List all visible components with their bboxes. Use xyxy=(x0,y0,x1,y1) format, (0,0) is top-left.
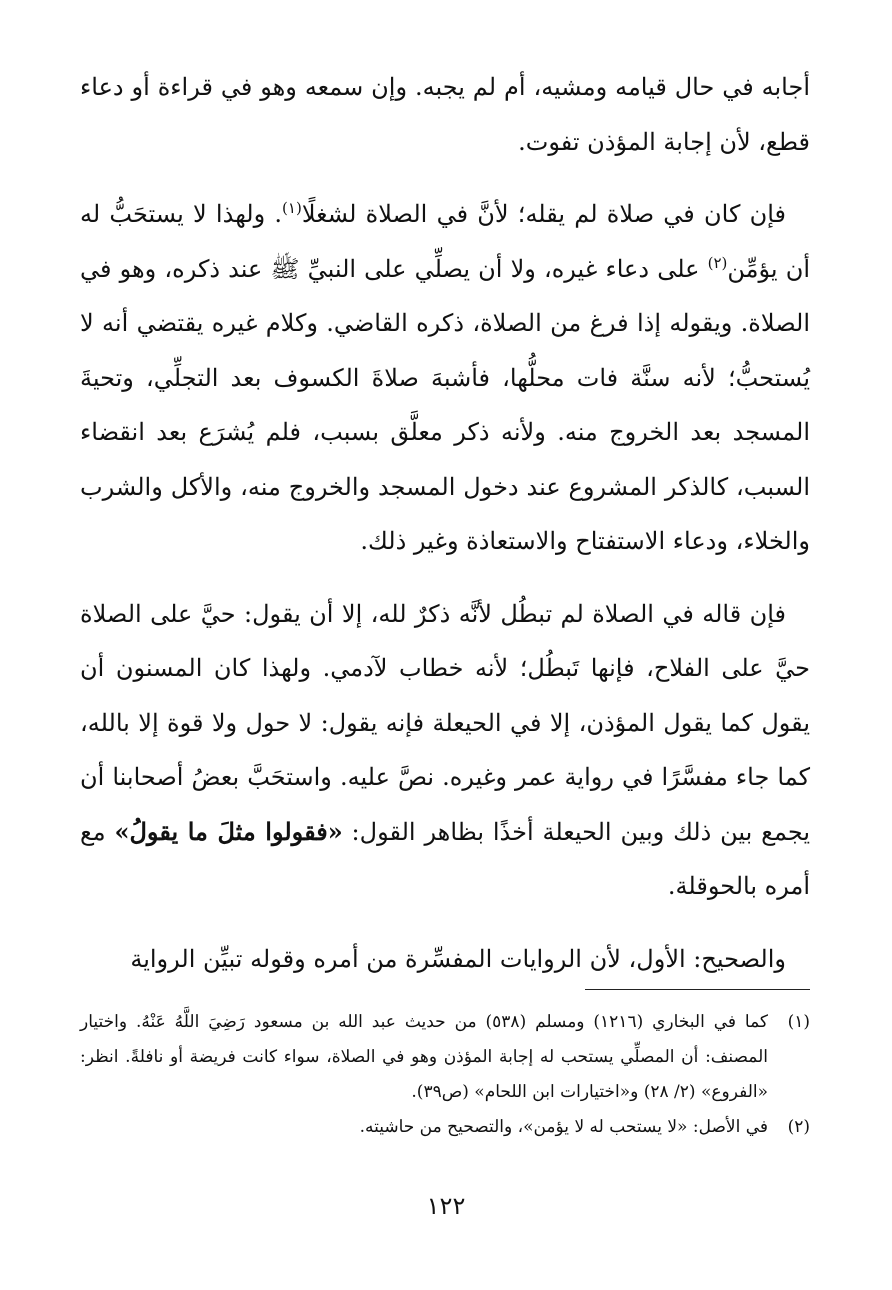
hadith-quote: «فقولوا مثلَ ما يقولُ» xyxy=(114,816,343,846)
main-text xyxy=(80,60,810,986)
paragraph-1-text: أجابه في حال قيامه ومشيه، أم لم يجبه. وإن سمعه وهو في قراءة أو دعاء قطع، لأن إجابة المؤذن تفوت. xyxy=(80,73,810,156)
paragraph-2-part-c: على دعاء غيره، ولا أن يصلِّي على النبيِّ ﷺ عند ذكره، وهو في الصلاة. ويقوله إذا فرغ من الصلاة، ذكره القاضي. وكلام غيره يقتضي أنه لا يُستحبُّ؛ لأنه سنَّة فات محلُّها، فأشبهَ صلاةَ الكسوف بعد التجلِّي، وتحيةَ المسجد بعد الخروج منه. ولأنه ذكر معلَّق بسبب، فلم يُشرَع بعد انقضاء السبب، كالذكر المشروع عند دخول المسجد والخروج منه، والأكل والشرب والخلاء، ودعاء الاستفتاح والاستعاذة وغير ذلك. xyxy=(80,254,810,555)
footnote-1-text: كما في البخاري (١٢١٦) ومسلم (٥٣٨) من حديث عبد الله بن مسعود رَضِيَ اللَّهُ عَنْهُ. واختيار المصنف: أن المصلِّي يستحب له إجابة المؤذن وهو في الصلاة، سواء كانت فريضة أو نافلةً. انظر: «الفروع» (٢/ ٢٨) و«اختيارات ابن اللحام» (ص٣٩). xyxy=(80,1012,768,1102)
paragraph-2 xyxy=(80,187,810,569)
footnote-1-number: (١) xyxy=(787,1012,810,1032)
paragraph-4-text: والصحيح: الأول، لأن الروايات المفسِّرة من أمره وقوله تبيِّن الرواية xyxy=(130,944,786,973)
page-number: ١٢٢ xyxy=(426,1192,466,1220)
paragraph-2-part-a: فإن كان في صلاة لم يقله؛ لأنَّ في الصلاة لشغلًا xyxy=(301,200,787,228)
paragraph-1 xyxy=(80,60,810,169)
footnote-1-marker: (١) xyxy=(282,199,302,217)
paragraph-3 xyxy=(80,587,810,914)
paragraph-2-part-b: . ولهذا لا يستحَبُّ له أن يؤمِّن xyxy=(80,200,810,283)
footnotes xyxy=(80,1005,810,1145)
paragraph-4 xyxy=(80,932,810,987)
paragraph-3-part-a: فإن قاله في الصلاة لم تبطُل لأنَّه ذكرٌ لله، إلا أن يقول: حيَّ على الصلاة حيَّ على الفلاح، فإنها تَبطُل؛ لأنه خطاب لآدمي. ولهذا كان المسنون أن يقول كما يقول المؤذن، إلا في الحيعلة فإنه يقول: لا حول ولا قوة إلا بالله، كما جاء مفسَّرًا في رواية عمر وغيره. نصَّ عليه. واستحَبَّ بعضُ أصحابنا أن يجمع بين ذلك وبين الحيعلة أخذًا بظاهر القول: xyxy=(80,599,810,846)
footnote-2-text: في الأصل: «لا يستحب له لا يؤمن»، والتصحيح من حاشيته. xyxy=(359,1117,768,1137)
footnote-2-number: (٢) xyxy=(787,1117,810,1137)
footnote-2-marker: (٢) xyxy=(707,253,728,272)
paragraph-3-part-b: مع أمره بالحوقلة. xyxy=(80,817,810,900)
footnote-2 xyxy=(80,1110,810,1145)
footnote-separator xyxy=(585,989,810,990)
footnote-1 xyxy=(80,1005,810,1110)
